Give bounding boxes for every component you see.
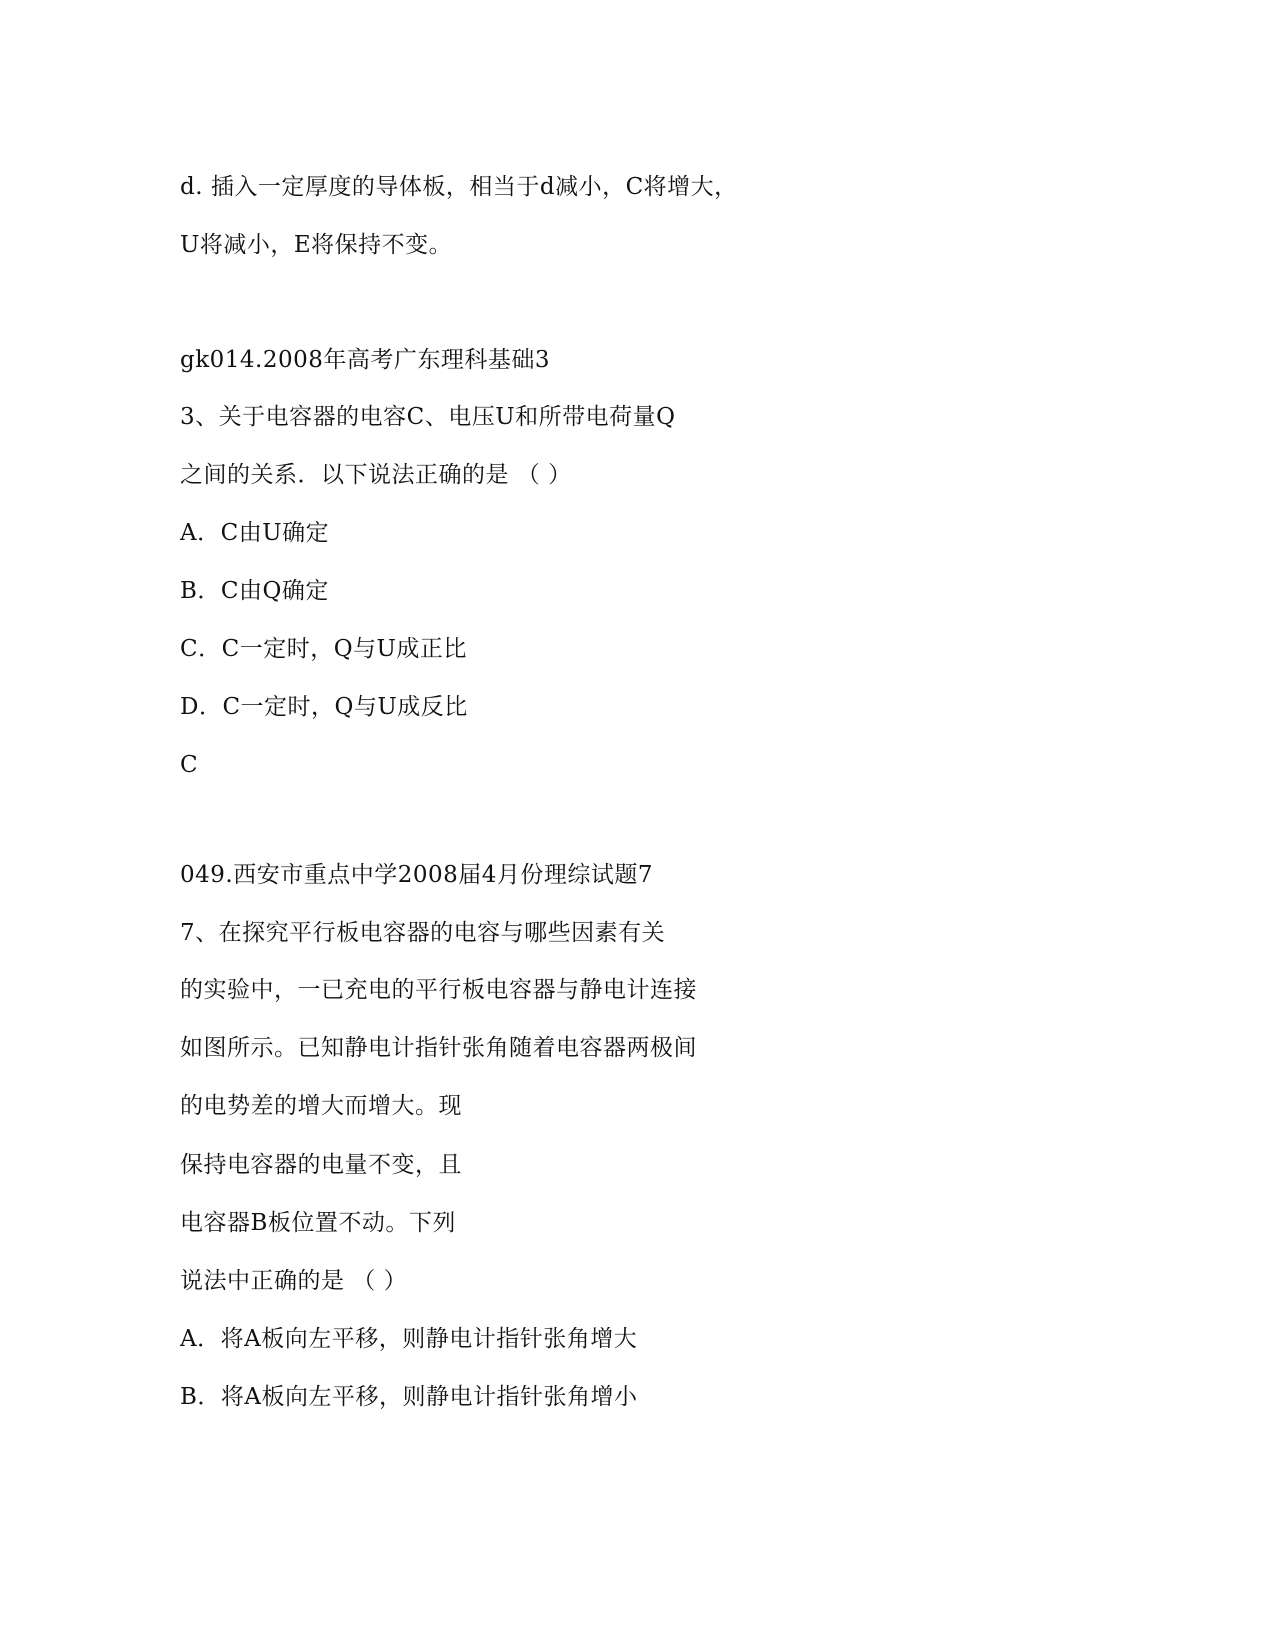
text-line: d. 插入一定厚度的导体板，相当于d减小，C将增大， <box>180 174 738 200</box>
question-stem: 7、在探究平行板电容器的电容与哪些因素有关 <box>180 920 666 946</box>
question-stem: 3、关于电容器的电容C、电压U和所带电荷量Q <box>180 404 676 430</box>
question-stem: 之间的关系．以下说法正确的是 （ ） <box>180 462 572 488</box>
question-stem: 说法中正确的是 （ ） <box>180 1268 408 1294</box>
question-stem: 的电势差的增大而增大。现 <box>180 1093 462 1119</box>
section-heading: 049.西安市重点中学2008届4月份理综试题7 <box>180 862 654 888</box>
question-stem: 电容器B板位置不动。下列 <box>180 1210 456 1236</box>
option-b: B．将A板向左平移，则静电计指针张角增小 <box>180 1384 638 1410</box>
answer: C <box>180 752 199 778</box>
option-a: A．将A板向左平移，则静电计指针张角增大 <box>180 1326 638 1352</box>
option-d: D．C一定时，Q与U成反比 <box>180 694 468 720</box>
option-c: C．C一定时，Q与U成正比 <box>180 636 467 662</box>
question-stem: 保持电容器的电量不变，且 <box>180 1152 462 1178</box>
text-line: U将减小，E将保持不变。 <box>180 232 453 258</box>
question-stem: 如图所示。已知静电计指针张角随着电容器两极间 <box>180 1035 697 1061</box>
option-b: B．C由Q确定 <box>180 578 329 604</box>
section-heading: gk014.2008年高考广东理科基础3 <box>180 347 551 373</box>
question-stem: 的实验中，一已充电的平行板电容器与静电计连接 <box>180 977 697 1003</box>
option-a: A．C由U确定 <box>180 520 330 546</box>
